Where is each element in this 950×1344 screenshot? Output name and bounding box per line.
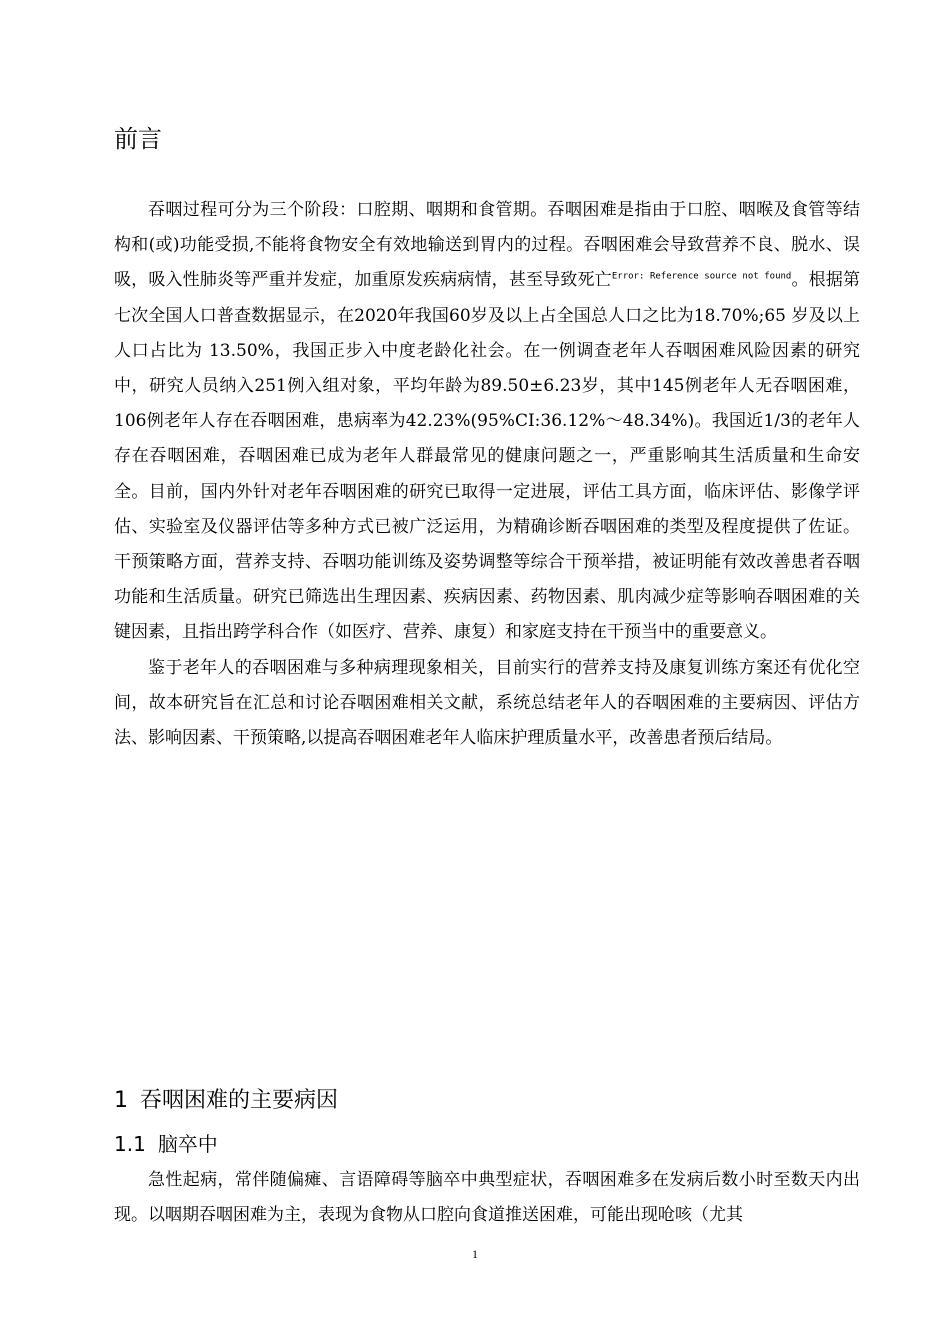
section-1-1-number: 1.1: [114, 1132, 146, 1156]
preface-paragraph-1-text-b: 。根据第七次全国人口普查数据显示，在2020年我国60岁及以上占全国总人口之比为18.70%;65 岁及以上人口占比为 13.50%，我国正步入中度老龄化社会。在一例调查老年人吞咽困难风险因素的研究中，研究人员纳入251例入组对象，平均年龄为89.50±6.23岁，其中145例老年人无吞咽困难，106例老年人存在吞咽困难，患病率为42.23%(95%CI:36.12%～48.34%)。我国近1/3的老年人存在吞咽困难，吞咽困难已成为老年人群最常见的健康问题之一，严重影响其生活质量和生命安全。目前，国内外针对老年吞咽困难的研究已取得一定进展，评估工具方面，临床评估、影像学评估、实验室及仪器评估等多种方式已被广泛运用，为精确诊断吞咽困难的类型及程度提供了佐证。干预策略方面，营养支持、吞咽功能训练及姿势调整等综合干预举措，被证明能有效改善患者吞咽功能和生活质量。研究已筛选出生理因素、疾病因素、药物因素、肌肉减少症等影响吞咽困难的关键因素，且指出跨学科合作（如医疗、营养、康复）和家庭支持在干预当中的重要意义。: [114, 270, 861, 643]
preface-title: 前言: [114, 125, 162, 153]
section-1-heading: [114, 1084, 338, 1118]
reference-error-note: Error: Reference source not found: [611, 271, 792, 282]
section-1-1-title: 脑卒中: [157, 1132, 218, 1156]
page-number: 1: [472, 1247, 478, 1261]
section-1-1-heading: [114, 1128, 218, 1160]
section-1-title: 吞咽困难的主要病因: [140, 1088, 339, 1113]
preface-paragraph-1-text-a: 吞咽过程可分为三个阶段：口腔期、咽期和食管期。吞咽困难是指由于口腔、咽喉及食管等结构和(或)功能受损,不能将食物安全有效地输送到胃内的过程。吞咽困难会导致营养不良、脱水、误吸，吸入性肺炎等严重并发症，加重原发疾病病情，甚至导致死亡: [114, 200, 860, 291]
preface-paragraph-1: [114, 193, 860, 651]
preface-paragraph-2: 鉴于老年人的吞咽困难与多种病理现象相关，目前实行的营养支持及康复训练方案还有优化空间，故本研究旨在汇总和讨论吞咽困难相关文献，系统总结老年人的吞咽困难的主要病因、评估方法、影响因素、干预策略,以提高吞咽困难老年人临床护理质量水平，改善患者预后结局。: [114, 658, 860, 749]
section-1-number: 1: [114, 1088, 128, 1113]
section-1-1-paragraph-1: 急性起病，常伴随偏瘫、言语障碍等脑卒中典型症状，吞咽困难多在发病后数小时至数天内出现。以咽期吞咽困难为主，表现为食物从口腔向食道推送困难，可能出现呛咳（尤其: [114, 1170, 860, 1226]
